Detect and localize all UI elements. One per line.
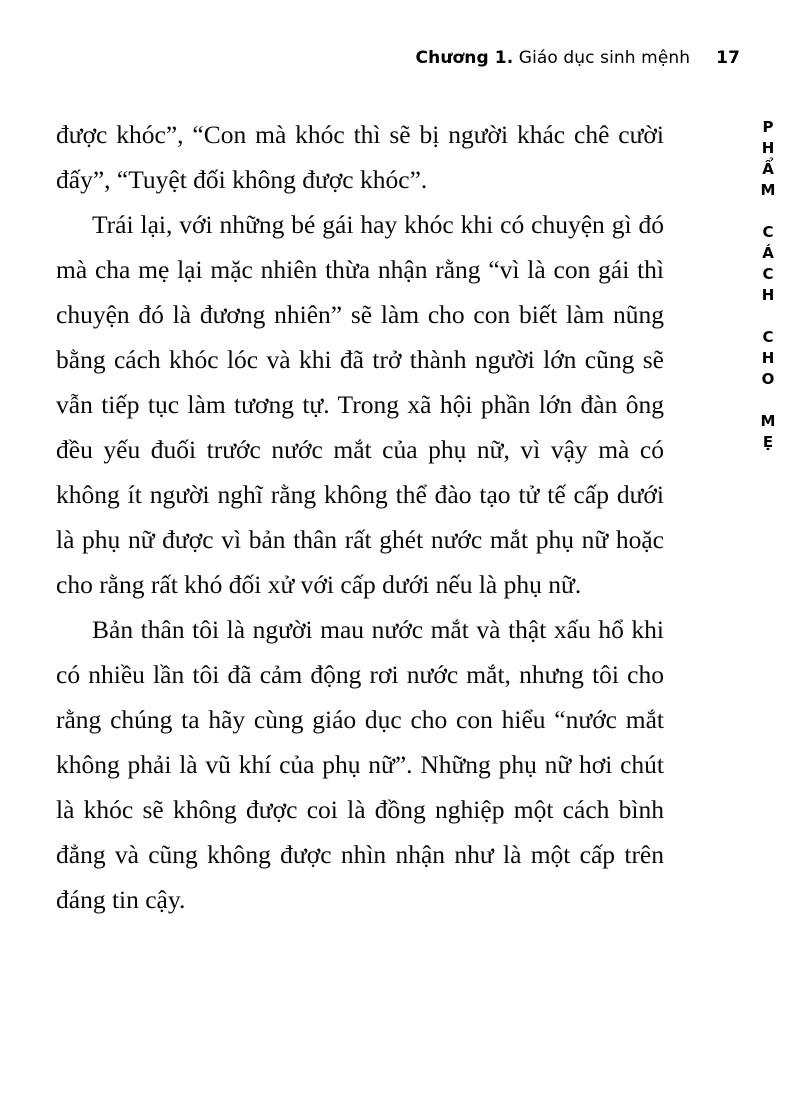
- paragraph: Trái lại, với những bé gái hay khóc khi có chuyện gì đó mà cha mẹ lại mặc nhiên thừa nhận rằng “vì là con gái thì chuyện đó là đương nhiên” sẽ làm cho con biết làm nũng bằng cách khóc lóc và khi đã trở thành người lớn cũng sẽ vẫn tiếp tục làm tương tự. Trong xã hội phần lớn đàn ông đều yếu đuối trước nước mắt của phụ nữ, vì vậy mà có không ít người nghĩ rằng không thể đào tạo tử tế cấp dưới là phụ nữ được vì bản thân rất ghét nước mắt phụ nữ hoặc cho rằng rất khó đối xử với cấp dưới nếu là phụ nữ.: [56, 210, 664, 599]
- header-chapter-title: Giáo dục sinh mệnh: [513, 48, 691, 68]
- body-text: [56, 112, 664, 922]
- side-running-title: PHẨM CÁCH CHO MẸ: [759, 118, 777, 454]
- paragraph: được khóc”, “Con mà khóc thì sẽ bị người khác chê cười đấy”, “Tuyệt đối không được khóc”.: [56, 120, 664, 194]
- paragraph: Bản thân tôi là người mau nước mắt và thật xấu hổ khi có nhiều lần tôi đã cảm động rơi nước mắt, nhưng tôi cho rằng chúng ta hãy cùng giáo dục cho con hiểu “nước mắt không phải là vũ khí của phụ nữ”. Những phụ nữ hơi chút là khóc sẽ không được coi là đồng nghiệp một cách bình đẳng và cũng không được nhìn nhận như là một cấp trên đáng tin cậy.: [56, 615, 664, 914]
- running-header: [60, 48, 740, 74]
- page-number: 17: [716, 48, 740, 68]
- header-chapter-label: Chương 1.: [415, 48, 514, 68]
